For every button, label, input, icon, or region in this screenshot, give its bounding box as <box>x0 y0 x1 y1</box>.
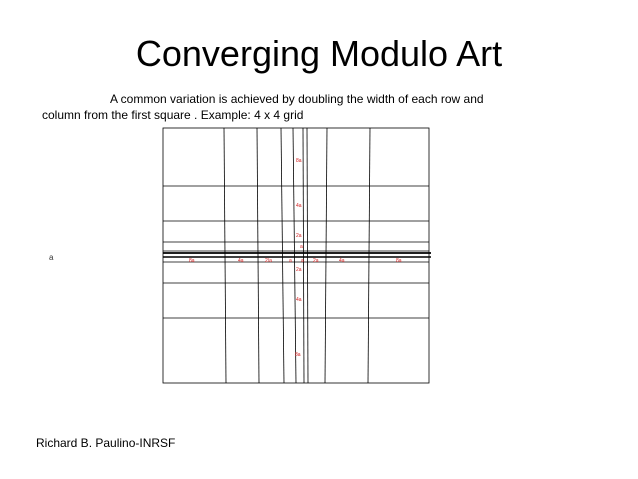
column-label: 8a <box>189 258 195 264</box>
v-line <box>325 128 327 383</box>
v-line <box>303 128 304 383</box>
row-label: 8a <box>296 158 302 164</box>
description-line-2: column from the first square . Example: 4 x 4 grid <box>42 108 304 122</box>
v-line <box>224 128 226 383</box>
column-label: 4a <box>238 258 244 264</box>
row-label: 2a <box>296 233 302 239</box>
v-line <box>307 128 308 383</box>
v-line <box>368 128 370 383</box>
column-label: 2/a <box>265 258 272 264</box>
side-label: a <box>49 253 54 262</box>
row-label: 2a <box>296 267 302 273</box>
column-label: a <box>301 258 304 264</box>
author-credit: Richard B. Paulino-INRSF <box>36 436 176 450</box>
column-label: 8a <box>396 258 402 264</box>
row-label: a <box>300 244 303 250</box>
grid-frame <box>163 128 429 383</box>
column-label: 2a <box>313 258 319 264</box>
v-line <box>281 128 284 383</box>
column-label: 4a <box>339 258 345 264</box>
row-label: 8a <box>295 352 301 358</box>
description-line-1: A common variation is achieved by doubling the width of each row and <box>110 92 484 106</box>
v-line <box>257 128 259 383</box>
grid-lines <box>163 128 429 383</box>
slide-title: Converging Modulo Art <box>135 33 503 74</box>
column-labels <box>189 258 402 264</box>
row-label: 4a <box>296 203 302 209</box>
row-label: 4a <box>296 297 302 303</box>
column-label: a <box>289 258 292 264</box>
v-line <box>293 128 296 383</box>
